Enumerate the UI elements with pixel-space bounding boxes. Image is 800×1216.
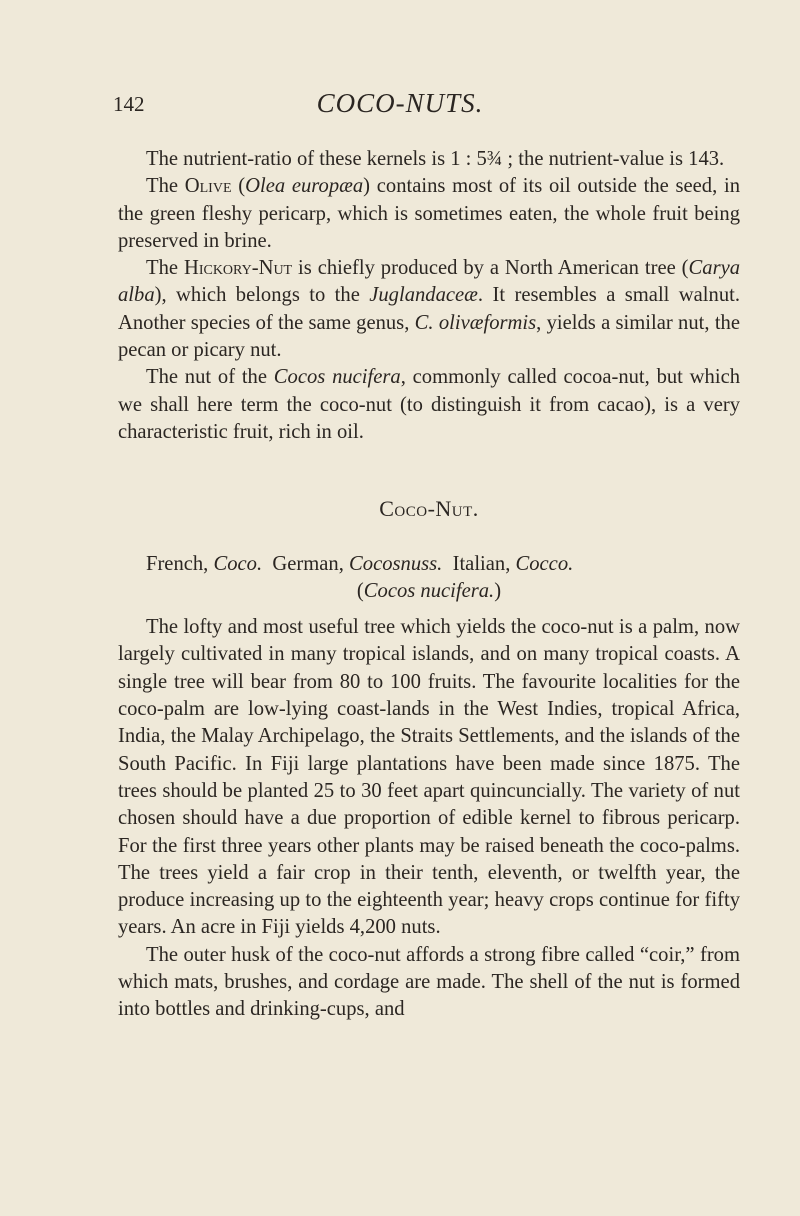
paragraph-coir: The outer husk of the coco-nut affords a strong fibre called “coir,” from which mats, brushes, and cordage are made. The shell of the nut is formed into bottles and drinking-cups, and — [118, 943, 740, 1021]
latin-name: Juglandaceæ — [369, 284, 478, 307]
page-number: 142 — [113, 92, 145, 116]
paragraph-nutrient-ratio: The nutrient-ratio of these kernels is 1 : 5¾ ; the nutrient-value is 143. — [146, 148, 725, 170]
language-names: French, Coco. German, Cocosnuss. Italian, Cocco. — [146, 552, 574, 575]
running-head: COCO-NUTS. — [316, 88, 484, 118]
latin-name: Cocos nucifera — [273, 366, 401, 389]
term-hickory-nut: Hickory-Nut — [183, 257, 293, 280]
section-title: Coco-Nut. — [379, 496, 479, 522]
section-latin-name: (Cocos nucifera.) — [356, 579, 502, 602]
paragraph-hickory: The Hickory-Nut is chiefly produced by a North American tree (Carya alba), which belongs to the Juglandaceæ. It resembles a small walnut. Another species of the same genus, C. olivæformis, yields a similar nut, the pecan or picary nut. — [118, 257, 741, 362]
paragraph-olive: The Olive (Olea europæa) contains most of its oil outside the seed, in the green fleshy pericarp, which is sometimes eaten, the whole fruit being preserved in brine. — [118, 175, 740, 252]
latin-name: C. olivæformis — [414, 311, 537, 334]
body-text — [118, 146, 740, 1024]
latin-name: Olea europæa — [245, 175, 364, 198]
paragraph-coco-palm: The lofty and most useful tree which yields the coco-nut is a palm, now largely cultivated in many tropical islands, and on many tropical coasts. A single tree will bear from 80 to 100 fruits. The favourite localities for the coco-palm are low-lying coast-lands in the West Indies, tropical Africa, India, the Malay Archipelago, the Straits Settlements, and the islands of the South Pacific. In Fiji large plantations have been made since 1875. The trees should be planted 25 to 30 feet apart quincuncially. The variety of nut chosen should have a due proportion of edible kernel to fibrous pericarp. For the first three years other plants may be raised beneath the coco-palms. The trees yield a fair crop in their tenth, eleventh, or twelfth year, the produce increasing up to the eighteenth year; heavy crops continue for fifty years. An acre in Fiji yields 4,200 nuts. — [118, 616, 740, 939]
page-header — [0, 86, 800, 126]
paragraph-cocos: The nut of the Cocos nucifera, commonly called cocoa-nut, but which we shall here term the coco-nut (to distinguish it from cacao), is a very characteristic fruit, rich in oil. — [118, 366, 741, 443]
term-olive: Olive — [184, 175, 232, 198]
latin-name: Carya alba — [118, 257, 741, 307]
